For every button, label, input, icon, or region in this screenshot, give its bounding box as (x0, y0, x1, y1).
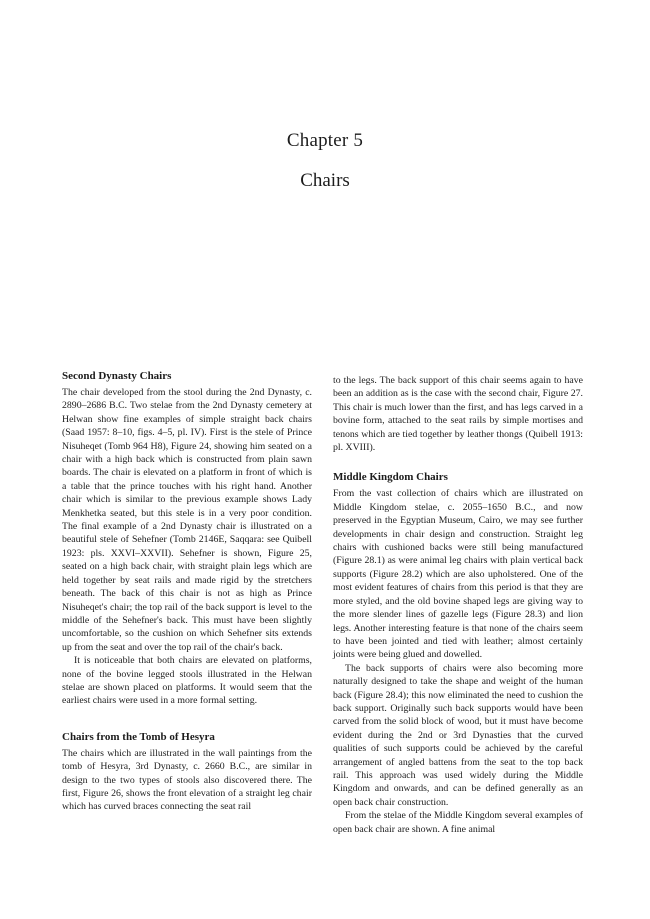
left-column (62, 369, 312, 814)
paragraph: The back supports of chairs were also becoming more naturally designed to take the shape and weight of the human back (Figure 28.4); this now eliminated the need to cushion the back support. Originally such back supports would have been carved from the solid block of wood, but it must have become evident during the 2nd or 3rd Dynasties that the curved qualities of such supports could be achieved by the careful arrangement of angled battens from the seat to the top back rail. This approach was used widely during the Middle Kingdom and onwards, and can be defined generally as an open back chair construction. (333, 662, 583, 808)
paragraph: to the legs. The back support of this chair seems again to have been an addition as is the case with the second chair, Figure 27. This chair is much lower than the first, and has legs carved in a bovine form, attached to the seat rails by simple mortises and tenons which are tied together by leather thongs (Quibell 1913: pl. XVIII). (333, 375, 583, 454)
paragraph: The chairs which are illustrated in the wall paintings from the tomb of Hesyra, 3rd Dynasty, c. 2660 B.C., are similar in design to the two types of stools also discovered there. The first, Figure 26, shows the front elevation of a straight leg chair which has curved braces connecting the seat rail (62, 747, 312, 813)
section-heading-hesyra: Chairs from the Tomb of Hesyra (62, 730, 215, 743)
paragraph: It is noticeable that both chairs are elevated on platforms, none of the bovine legged stools illustrated in the Helwan stelae are shown placed on platforms. It would seem that the earliest chairs were used in a more formal setting. (62, 655, 312, 707)
section-heading-middle-kingdom: Middle Kingdom Chairs (333, 471, 448, 484)
paragraph: From the stelae of the Middle Kingdom several examples of open back chair are shown. A fine animal (333, 810, 583, 835)
chapter-number: Chapter 5 (286, 130, 364, 151)
right-column (333, 374, 583, 836)
chapter-title: Chairs (300, 170, 350, 191)
paragraph: The chair developed from the stool during the 2nd Dynasty, c. 2890–2686 B.C. Two stelae from the 2nd Dynasty cemetery at Helwan show fine examples of simple straight back chairs (Saad 1957: 8–10, figs. 4–5, pl. IV). First is the stele of Prince Nisuheqet (Tomb 964 H8), Figure 24, showing him seated on a chair with a high back which is constructed from plain sawn boards. The chair is elevated on a platform in front of which is a table that the prince touches with his right hand. Another chair which is similar to the previous example shows Lady Menkhetka seated, but this stele is in a very poor condition. The final example of a 2nd Dynasty chair is illustrated on a beautiful stele of Sehefner (Tomb 2146E, Saqqara: see Quibell 1923: pls. XXVI–XXVII). Sehefner is shown, Figure 25, seated on a high back chair, with straight plain legs which are held together by seat rails and made rigid by the stretchers beneath. The back of this chair is not as high as Prince Nisuheqet's chair; the top rail of the back support is level to the middle of the Sehefner's back. This must have been slightly uncomfortable, so the cushion on which Sehefner sits extends up from the seat and over the top rail of the chair's back. (62, 387, 312, 653)
paragraph: From the vast collection of chairs which are illustrated on Middle Kingdom stelae, c. 2055–1650 B.C., and now preserved in the Egyptian Museum, Cairo, we may see further developments in chair design and construction. Straight leg chairs with cushioned backs were still being manufactured (Figure 28.1) as were animal leg chairs with plain vertical back supports (Figure 28.2) which are also upholstered. One of the most evident features of chairs from this period is that they are more styled, and the old bovine shaped legs are giving way to the more slender lines of gazelle legs (Figure 28.3) and lion legs. Another interesting feature is that none of the chairs seem to have been jointed and tied with leather; almost certainly joints were being glued and dowelled. (333, 488, 583, 661)
section-heading-second-dynasty: Second Dynasty Chairs (62, 370, 172, 382)
